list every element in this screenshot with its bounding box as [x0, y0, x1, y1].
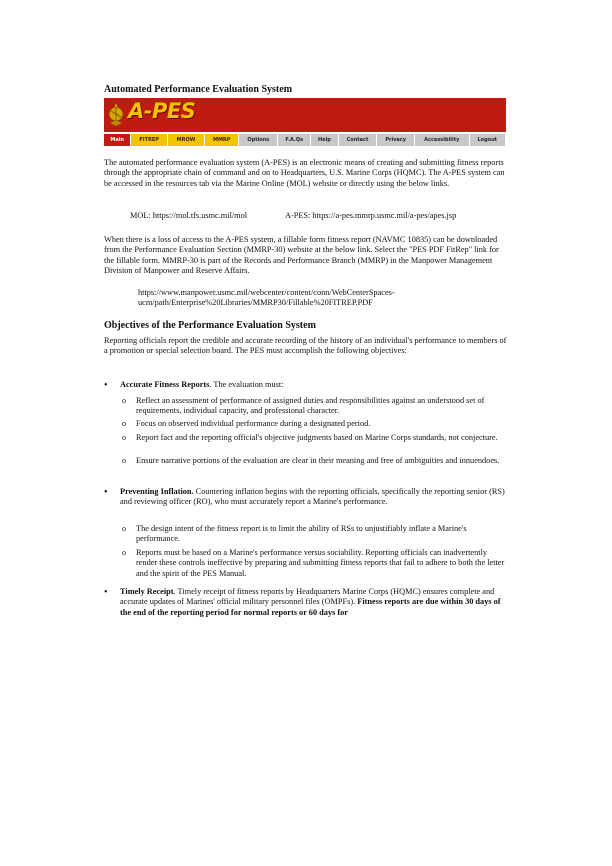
mol-link[interactable]: MOL: https://mol.tfs.usmc.mil/mol [130, 211, 248, 220]
intro-paragraph: The automated performance evaluation system (A-PES) is an electronic means of creating and submitting fitness reports through the appropriate chain of command and on to Headquarters, U.S. Marine Corps (HQMC). The A-PES system can be accessed in the resources tab via the Marine Online (MOL) website or directly using the below links. [104, 158, 505, 188]
sub-item: Ensure narrative portions of the evaluation are clear in their meaning and free of ambiguities and innuendoes. [136, 456, 500, 465]
bullet-preventing-inflation: Preventing Inflation. Countering inflation begins with the reporting officials, specifically the reporting senior (RS) and reviewing officer (RO), who must accurately report a Marine's performance. [120, 487, 505, 507]
nav-tab-mmrp[interactable]: MMRP [205, 134, 239, 146]
nav-tab-options[interactable]: Options [239, 134, 278, 146]
nav-tab-fitrep[interactable]: FITREP [131, 134, 168, 146]
sub-bullet-icon: o [122, 419, 126, 428]
sub-bullet-icon: o [122, 524, 126, 533]
apes-link[interactable]: A-PES: https://a-pes.mmrp.usmc.mil/a-pes/apes.jsp [285, 211, 457, 220]
loss-of-access-paragraph: When there is a loss of access to the A-PES system, a fillable form fitness report (NAVMC 10835) can be downloaded from the Performance Evaluation Section (MMRP-30) website at the below link. Select the "PES PDF FitRep" link for the fillable form. MMRP-30 is part of the Records and Performance Branch (MMRP) in the Manpower Management Division of Manpower and Reserve Affairs. [104, 235, 499, 276]
sub-bullet-icon: o [122, 456, 126, 465]
sub-bullet-icon: o [122, 433, 126, 442]
nav-tab-logout[interactable]: Logout [470, 134, 507, 146]
nav-tab-contact[interactable]: Contact [339, 134, 378, 146]
nav-tab-main[interactable]: Main [104, 134, 131, 146]
sub-bullet-icon: o [122, 548, 126, 557]
bullet-icon: • [104, 487, 108, 498]
bullet-icon: • [104, 587, 108, 598]
apes-banner [104, 98, 506, 147]
ega-emblem-icon [107, 101, 125, 128]
apes-logo[interactable]: A-PES [128, 99, 196, 123]
sub-item: Reports must be based on a Marine's performance versus sociability. Reporting officials can inadvertently render these controls ineffective by preparing and submitting fitness reports that fail to adhere to both the letter and the spirit of the PES Manual. [136, 548, 505, 578]
objectives-heading: Objectives of the Performance Evaluation System [104, 320, 316, 331]
nav-tab-f-a-qs[interactable]: F.A.Qs [278, 134, 311, 146]
bullet-accurate-fitness-reports: Accurate Fitness Reports. The evaluation must: [120, 380, 284, 389]
objectives-intro: Reporting officials report the credible and accurate recording of the history of an individual's performance to members of a promotion or special selection board. The PES must accomplish the following objectives: [104, 336, 507, 356]
fillable-fitrep-url-line1[interactable]: https://www.manpower.usmc.mil/webcenter/content/conn/WebCenterSpaces- [138, 288, 395, 297]
sub-item: Report fact and the reporting official's objective judgments based on Marine Corps standards, not conjecture. [136, 433, 498, 442]
bullet-timely-receipt: Timely Receipt. Timely receipt of fitness reports by Headquarters Marine Corps (HQMC) ensures complete and accurate updates of Marines' official military personnel files (OMPFs). Fitness reports are due within 30 days of the end of the reporting period for normal reports or 60 days for [120, 587, 501, 617]
bullet-icon: • [104, 380, 108, 391]
nav-tab-mrow[interactable]: MROW [168, 134, 205, 146]
sub-item: Focus on observed individual performance during a designated period. [136, 419, 371, 428]
nav-tab-help[interactable]: Help [311, 134, 338, 146]
nav-tab-privacy[interactable]: Privacy [377, 134, 415, 146]
fillable-fitrep-url-line2[interactable]: ucm/path/Enterprise%20Libraries/MMRP30/Fillable%20FITREP.PDF [138, 298, 373, 307]
nav-tab-accessibility[interactable]: Accessibility [415, 134, 470, 146]
banner-header [104, 98, 506, 132]
document-title: Automated Performance Evaluation System [104, 84, 293, 95]
sub-item: Reflect an assessment of performance of assigned duties and responsibilities against an understood set of requirements, individual capacity, and professional character. [136, 396, 485, 416]
sub-item: The design intent of the fitness report is to limit the ability of RSs to unjustifiably inflate a Marine's performance. [136, 524, 467, 544]
sub-bullet-icon: o [122, 396, 126, 405]
nav-bar [104, 134, 506, 146]
